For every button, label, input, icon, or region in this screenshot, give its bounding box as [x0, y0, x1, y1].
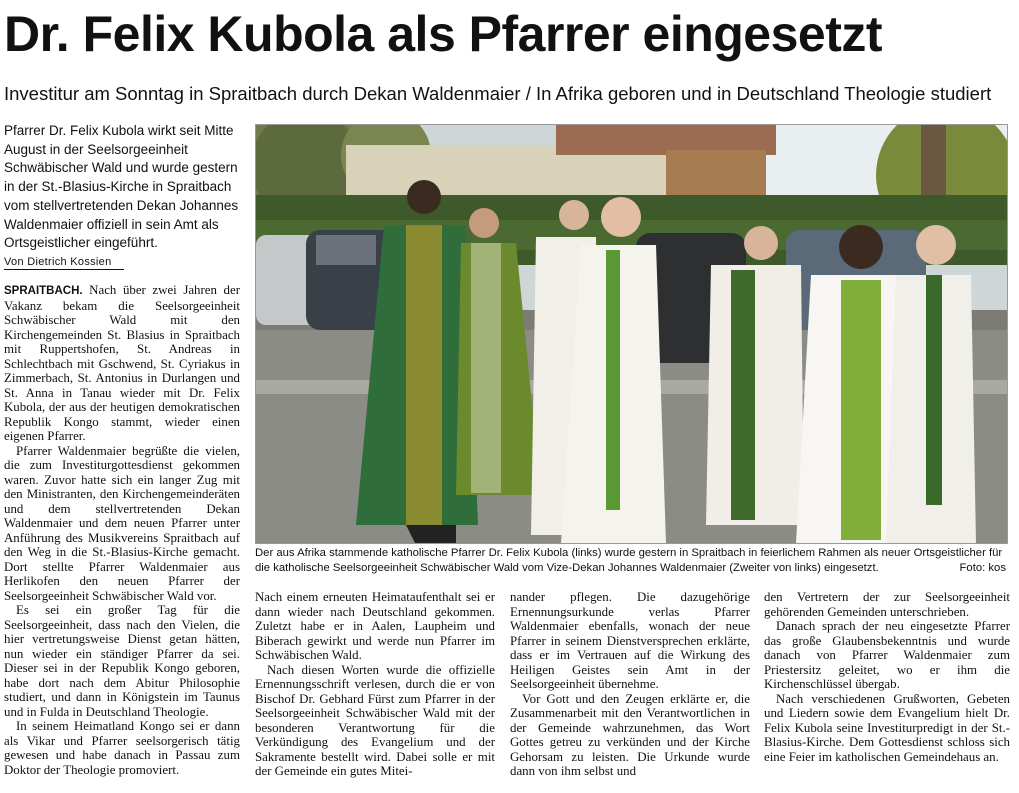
body-paragraph: Nach diesen Worten wurde die offizielle Ernennungsschrift verlesen, durch die er von Bischof Dr. Gebhard Fürst zum Pfarrer in der Seelsorgeeinheit Schwäbischer Wald mit der besonderen Verantwortung für die Verkündigung des Evangelium und der Sakramente bestellt wird. Dabei solle er mit der Gemeinde ein gutes Mitei-	[255, 662, 495, 778]
photo-credit: Foto: kos	[959, 561, 1006, 574]
body-paragraph	[4, 283, 240, 444]
byline: Von Dietrich Kossien	[4, 256, 124, 270]
dateline: SPRAITBACH.	[4, 285, 83, 297]
article-photo	[255, 124, 1008, 544]
body-paragraph: nander pflegen. Die dazugehörige Ernennungsurkunde verlas Pfarrer Waldenmaier ebenfalls, wonach der neue Pfarrer in seinem Dienstversprechen erklärte, dass er im Vertrauen auf die Wirkung des Heiligen Geistes sein Amt in der Seelsorgeeinheit übernehme.	[510, 590, 750, 691]
body-paragraph: Danach sprach der neu eingesetzte Pfarrer das große Glaubensbekenntnis und wurde danach von Pfarrer Waldenmaier zum Priestersitz geleitet, wo er ihm die Kirchenschlüssel übergab.	[764, 619, 1010, 691]
subheadline: Investitur am Sonntag in Spraitbach durch Dekan Waldenmaier / In Afrika geboren und in Deutschland Theologie studiert	[4, 83, 992, 104]
body-column-1	[4, 283, 240, 777]
body-text: Nach über zwei Jahren der Vakanz bekam die Seelsorgeeinheit Schwäbischer Wald mit den Kirchengemeinden St. Blasius in Spraitbach mit Ruppertshofen, St. Andreas in Schlechtbach mit Gschwend, St. Cyriakus in Zimmerbach, St. Antonius in Durlangen und St. Anna in Tanau wieder mit Dr. Felix Kubola, der aus der heutigen demokratischen Republik Kongo stammt, wieder einen eigenen Pfarrer.	[4, 283, 240, 443]
body-paragraph: Es sei ein großer Tag für die Seelsorgeeinheit, dass nach den Vielen, die hier vertretungsweise Dienst getan hätten, nun wieder ein ständiger Pfarrer da sei. Dieser sei in der Republik Kongo geboren, habe dort nach dem Abitur Philosophie studiert, und dann in Königstein im Taunus und in Fulda in Deutschland Theologie.	[4, 603, 240, 719]
body-paragraph: Nach verschiedenen Grußworten, Gebeten und Liedern sowie dem Evangelium hielt Dr. Felix Kubola seine Investiturpredigt in der St.-Blasius-Kirche. Dem Gottesdienst schloss sich eine Feier im katholischen Gemeindehaus an.	[764, 691, 1010, 764]
body-paragraph: den Vertretern der zur Seelsorgeeinheit gehörenden Gemeinden unterschrieben.	[764, 590, 1010, 619]
body-paragraph: Vor Gott und den Zeugen erklärte er, die Zusammenarbeit mit den Verantwortlichen in der Gemeinde wahrzunehmen, das Wort Gottes getreu zu verkünden und der Kirche Gehorsam zu leisten. Die Urkunde wurde dann von ihm selbst und	[510, 691, 750, 778]
body-column-3	[510, 590, 750, 779]
body-paragraph: Nach einem erneuten Heimataufenthalt sei er dann wieder nach Deutschland gekommen. Zuletzt habe er in Aalen, Laupheim und Biberach gewirkt und werde nun Pfarrer im Schwäbischen Wald.	[255, 590, 495, 662]
body-column-2	[255, 590, 495, 779]
procession-photo	[256, 125, 1007, 543]
body-paragraph: Pfarrer Waldenmaier begrüßte die vielen, die zum Investiturgottesdienst gekommen waren. Zuvor hatte sich ein langer Zug mit den Ministranten, den Kirchengemeinderäten und dem stellvertretenden Dekan Waldenmaier und dem neuen Pfarrer unter Anführung des Musikvereins Spraitbach auf den Weg in die St.-Blasius-Kirche gemacht. Dort stellte Pfarrer Waldenmaier aus Herlikofen den neuen Pfarrer der Seelsorgeeinheit Schwäbischer Wald vor.	[4, 443, 240, 603]
body-paragraph: In seinem Heimatland Kongo sei er dann als Vikar und Pfarrer seelsorgerisch tätig gewesen und habe danach in Passau zum Doktor der Theologie promoviert.	[4, 719, 240, 777]
headline: Dr. Felix Kubola als Pfarrer eingesetzt	[4, 6, 883, 62]
body-column-4	[764, 590, 1010, 764]
lead-paragraph: Pfarrer Dr. Felix Kubola wirkt seit Mitte August in der Seelsorgeeinheit Schwäbischer Wald und wurde gestern in der St.-Blasius-Kirche in Spraitbach vom stellvertretenden Dekan Johannes Waldenmaier offiziell in sein Amt als Ortsgeistlicher eingeführt.	[4, 123, 239, 251]
caption-text: Der aus Afrika stammende katholische Pfarrer Dr. Felix Kubola (links) wurde gestern in Spraitbach in feierlichem Rahmen als neuer Ortsgeistlicher für die katholische Seelsorgeeinheit Schwäbischer Wald vom Vize-Dekan Johannes Waldenmaier (Zweiter von links) eingesetzt.	[255, 547, 1003, 574]
photo-caption	[255, 546, 1006, 575]
